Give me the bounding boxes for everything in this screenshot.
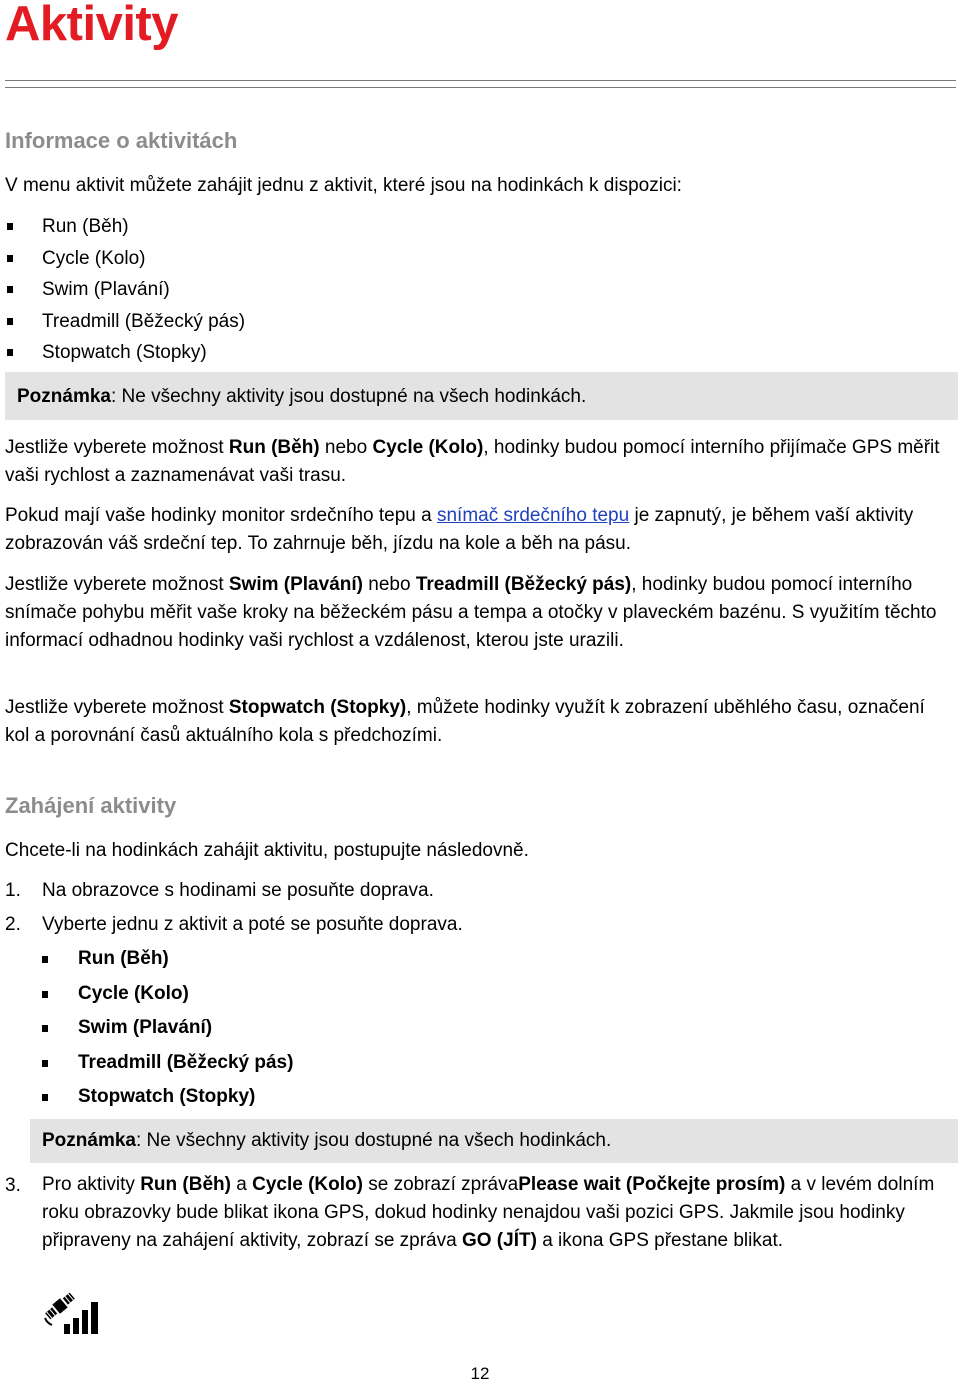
page-title: Aktivity: [5, 0, 179, 51]
start-intro-text: Chcete-li na hodinkách zahájit aktivitu, postupujte následovně.: [5, 840, 529, 861]
note-label: Poznámka: [42, 1130, 136, 1151]
page-number: 12: [470, 1364, 490, 1383]
bullet-icon: [42, 1094, 48, 1101]
note-label: Poznámka: [17, 386, 111, 407]
paragraph-swim-treadmill: Jestliže vyberete možnost Swim (Plavání) nebo Treadmill (Běžecký pás), hodinky budou pomocí interního snímače pohybu měřit vaše kroky na běžeckém pásu a tempa a otočky v plaveckém bazénu. S využitím těchto informací odhadnou hodinky vaši rychlost a vzdálenost, kterou jste urazili.: [5, 574, 937, 651]
gps-signal-icon: [42, 1288, 108, 1336]
note-box: [30, 1119, 958, 1163]
bullet-icon: [42, 991, 48, 998]
step-text: Na obrazovce s hodinami se posuňte doprava.: [42, 880, 434, 901]
section-heading-start: Zahájení aktivity: [5, 793, 177, 818]
note-text: : Ne všechny aktivity jsou dostupné na všech hodinkách.: [135, 1130, 612, 1151]
step-number: 1.: [5, 880, 21, 901]
heart-rate-sensor-link[interactable]: snímač srdečního tepu: [436, 505, 630, 526]
step-number: 3.: [5, 1175, 21, 1196]
step-text: Vyberte jednu z aktivit a poté se posuňte doprava.: [42, 914, 463, 935]
paragraph-stopwatch: Jestliže vyberete možnost Stopwatch (Stopky), můžete hodinky využít k zobrazení uběhlého času, označení kol a porovnání časů aktuálního kola s předchozími.: [5, 697, 925, 746]
bullet-icon: [42, 1060, 48, 1067]
step-text: Pro aktivity Run (Běh) a Cycle (Kolo) se zobrazí zprávaPlease wait (Počkejte prosím) a v levém dolním roku obrazovky bude blikat ikona GPS, dokud hodinky nenajdou vaši pozici GPS. Jakmile jsou hodinky připraveny na zahájení aktivity, zobrazí se zpráva GO (JÍT) a ikona GPS přestane blikat.: [42, 1174, 935, 1251]
bullet-icon: [7, 349, 13, 356]
note-text: : Ne všechny aktivity jsou dostupné na všech hodinkách.: [110, 386, 587, 407]
intro-text: V menu aktivit můžete zahájit jednu z aktivit, které jsou na hodinkách k dispozici:: [5, 175, 682, 196]
bullet-icon: [7, 223, 13, 230]
title-rule: [5, 80, 956, 88]
note-box: [5, 372, 958, 420]
bullet-icon: [7, 318, 13, 325]
bullet-icon: [42, 956, 48, 963]
bullet-icon: [42, 1025, 48, 1032]
paragraph-heart-rate: Pokud mají vaše hodinky monitor srdečního tepu a snímač srdečního tepu je zapnutý, je během vaší aktivity zobrazován váš srdeční tep. To zahrnuje běh, jízdu na kole a běh na pásu.: [5, 505, 914, 554]
step-number: 2.: [5, 914, 21, 935]
paragraph-run-cycle: Jestliže vyberete možnost Run (Běh) nebo Cycle (Kolo), hodinky budou pomocí interního přijímače GPS měřit vaši rychlost a zaznamenávat vaši trasu.: [5, 437, 940, 486]
section-heading-info: Informace o aktivitách: [5, 128, 238, 153]
bullet-icon: [7, 286, 13, 293]
bullet-icon: [7, 255, 13, 262]
